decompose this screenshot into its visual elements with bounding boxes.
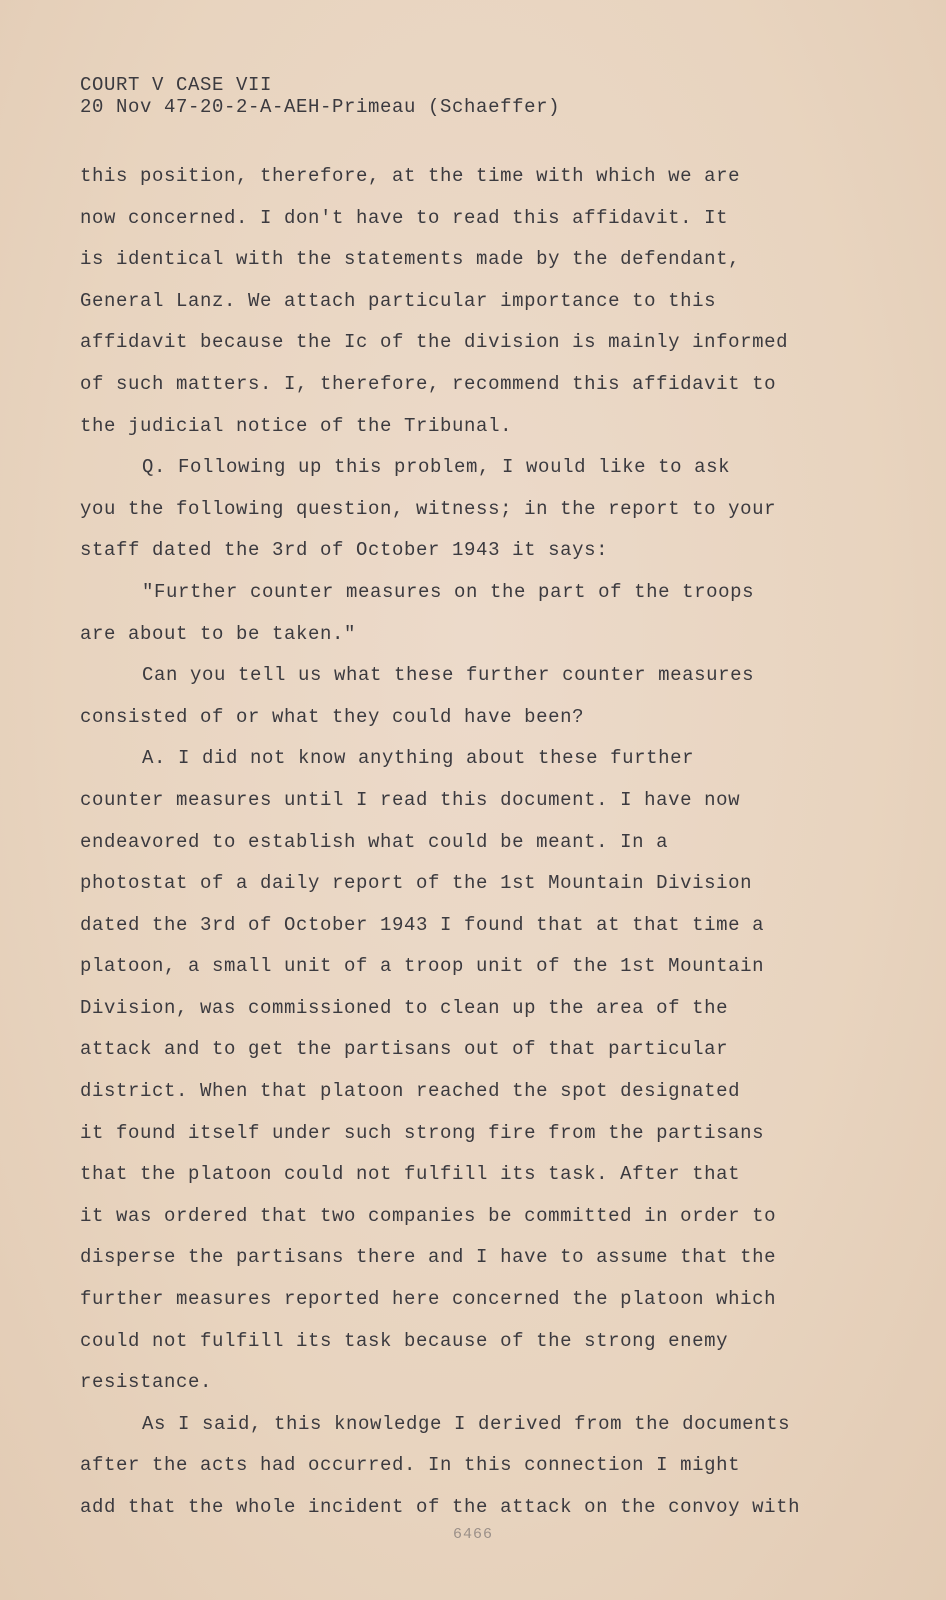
text-line: district. When that platoon reached the spot designated	[80, 1080, 741, 1103]
text-line: counter measures until I read this document. I have now	[80, 788, 741, 811]
quotation-line: "Further counter measures on the part of the troops	[142, 580, 755, 603]
text-line: you the following question, witness; in the report to your	[80, 497, 777, 520]
text-line: attack and to get the partisans out of that particular	[80, 1038, 729, 1061]
text-line: is identical with the statements made by the defendant,	[80, 248, 741, 271]
text-line: add that the whole incident of the attack on the convoy with	[80, 1496, 801, 1518]
text-line: of such matters. I, therefore, recommend this affidavit to	[80, 372, 777, 395]
text-line: after the acts had occurred. In this connection I might	[80, 1454, 741, 1477]
text-line: As I said, this knowledge I derived from the documents	[142, 1412, 791, 1435]
text-line: staff dated the 3rd of October 1943 it says:	[80, 539, 609, 562]
text-line: Division, was commissioned to clean up the area of the	[80, 996, 729, 1019]
text-line: disperse the partisans there and I have to assume that the	[80, 1246, 777, 1269]
text-line: could not fulfill its task because of the strong enemy	[80, 1329, 729, 1352]
text-line: endeavored to establish what could be meant. In a	[80, 830, 669, 853]
text-line: General Lanz. We attach particular importance to this	[80, 289, 717, 312]
text-line: the judicial notice of the Tribunal.	[80, 414, 513, 437]
page-number: 6466	[452, 1526, 493, 1543]
text-line: it was ordered that two companies be committed in order to	[80, 1204, 777, 1227]
text-line: that the platoon could not fulfill its task. After that	[80, 1163, 741, 1186]
text-line: now concerned. I don't have to read this affidavit. It	[80, 206, 729, 229]
text-line: consisted of or what they could have been?	[80, 705, 585, 728]
text-line: photostat of a daily report of the 1st Mountain Division	[80, 872, 753, 895]
text-line: it found itself under such strong fire from the partisans	[80, 1121, 765, 1144]
transcript-body	[80, 156, 840, 1529]
document-header	[80, 74, 560, 118]
text-line: dated the 3rd of October 1943 I found that at that time a	[80, 913, 765, 936]
text-line: platoon, a small unit of a troop unit of the 1st Mountain	[80, 955, 765, 978]
text-line: further measures reported here concerned the platoon which	[80, 1288, 777, 1311]
text-line: affidavit because the Ic of the division is mainly informed	[80, 331, 789, 354]
header-date-reference: 20 Nov 47-20-2-A-AEH-Primeau (Schaeffer)	[80, 96, 561, 118]
text-line: Can you tell us what these further counter measures	[142, 664, 755, 687]
quotation-line: are about to be taken."	[80, 622, 357, 645]
header-court-case: COURT V CASE VII	[80, 74, 273, 96]
answer-line: A. I did not know anything about these further	[142, 747, 695, 770]
text-line: resistance.	[80, 1371, 213, 1394]
text-line: this position, therefore, at the time with which we are	[80, 165, 741, 187]
question-line: Q. Following up this problem, I would like to ask	[142, 456, 731, 479]
